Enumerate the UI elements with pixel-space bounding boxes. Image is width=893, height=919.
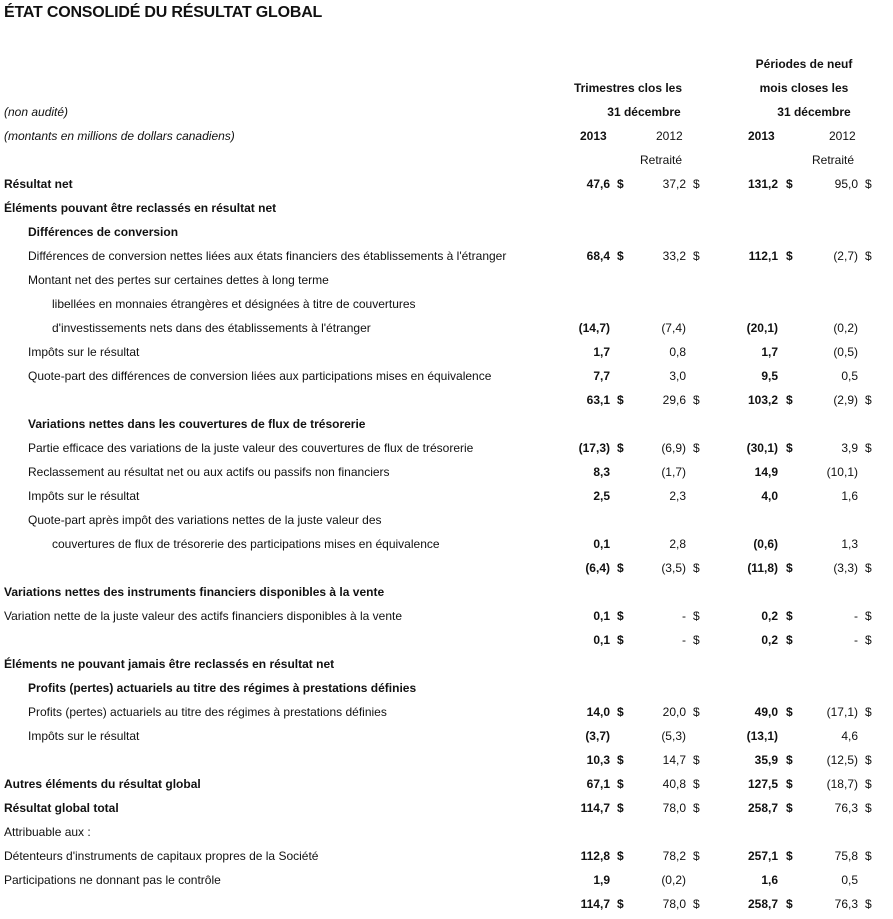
- currency-symbol: $: [617, 561, 624, 575]
- table-row: [0, 460, 893, 484]
- table-row: [0, 484, 893, 508]
- row-value-col-1: 67,1: [586, 777, 610, 791]
- table-row: [0, 412, 893, 436]
- row-value-col-2: (6,9): [661, 441, 686, 455]
- currency-symbol: $: [693, 801, 700, 815]
- currency-symbol: $: [786, 801, 793, 815]
- row-value-col-4: (0,2): [833, 321, 858, 335]
- row-value-col-1: 7,7: [593, 369, 610, 383]
- row-value-col-3: 9,5: [761, 369, 778, 383]
- row-value-col-1: 0,1: [593, 537, 610, 551]
- row-value-col-4: 1,6: [841, 489, 858, 503]
- table-row: [0, 820, 893, 844]
- row-value-col-1: 8,3: [593, 465, 610, 479]
- currency-symbol: $: [865, 753, 872, 767]
- row-value-col-4: (12,5): [826, 753, 858, 767]
- table-row: [0, 364, 893, 388]
- currency-symbol: $: [865, 777, 872, 791]
- table-row: [0, 580, 893, 604]
- row-value-col-1: (14,7): [578, 321, 610, 335]
- currency-symbol: $: [617, 633, 624, 647]
- page-title: ÉTAT CONSOLIDÉ DU RÉSULTAT GLOBAL: [4, 4, 323, 21]
- row-label: Résultat global total: [4, 801, 119, 815]
- row-label: Variations nettes des instruments financiers disponibles à la vente: [4, 585, 385, 599]
- currency-symbol: $: [693, 561, 700, 575]
- statement-table: [0, 172, 893, 916]
- row-label: Impôts sur le résultat: [28, 729, 140, 743]
- row-value-col-1: (3,7): [585, 729, 610, 743]
- row-value-col-4: (17,1): [826, 705, 858, 719]
- currency-symbol: $: [786, 705, 793, 719]
- currency-symbol: $: [865, 249, 872, 263]
- row-label: Quote-part après impôt des variations nettes de la juste valeur des: [28, 513, 382, 527]
- row-value-col-3: 257,1: [747, 849, 778, 863]
- row-value-col-1: 0,1: [593, 609, 610, 623]
- row-value-col-2: 40,8: [662, 777, 686, 791]
- row-label: Profits (pertes) actuariels au titre des régimes à prestations définies: [28, 681, 417, 695]
- row-value-col-4: 75,8: [834, 849, 858, 863]
- currency-symbol: $: [617, 441, 624, 455]
- row-value-col-2: -: [682, 609, 686, 623]
- currency-symbol: $: [786, 249, 793, 263]
- row-value-col-2: 0,8: [669, 345, 686, 359]
- row-value-col-1: 1,9: [593, 873, 610, 887]
- header-quarter-line-2: 31 décembre: [607, 105, 681, 119]
- row-value-col-4: 1,3: [841, 537, 858, 551]
- table-row: [0, 388, 893, 412]
- row-value-col-3: 103,2: [747, 393, 778, 407]
- currency-symbol: $: [617, 609, 624, 623]
- currency-symbol: $: [786, 849, 793, 863]
- row-value-col-2: 2,3: [669, 489, 686, 503]
- row-label: Variation nette de la juste valeur des actifs financiers disponibles à la vente: [4, 609, 403, 623]
- row-label: Différences de conversion nettes liées aux états financiers des établissements à l'étranger: [28, 249, 507, 263]
- table-row: [0, 316, 893, 340]
- table-row: [0, 244, 893, 268]
- table-row: [0, 340, 893, 364]
- row-value-col-2: 3,0: [669, 369, 686, 383]
- row-label: Détenteurs d'instruments de capitaux propres de la Société: [4, 849, 319, 863]
- currency-symbol: $: [693, 249, 700, 263]
- row-value-col-3: 127,5: [747, 777, 778, 791]
- table-row: [0, 196, 893, 220]
- row-value-col-2: -: [682, 633, 686, 647]
- row-value-col-4: 76,3: [834, 897, 858, 911]
- row-value-col-3: (11,8): [747, 561, 778, 575]
- row-value-col-4: 76,3: [834, 801, 858, 815]
- header-ninemonths-line-2: mois closes les: [759, 81, 849, 95]
- row-value-col-4: (3,3): [833, 561, 858, 575]
- row-label: Reclassement au résultat net ou aux actifs ou passifs non financiers: [28, 465, 390, 479]
- table-row: [0, 748, 893, 772]
- row-label: Résultat net: [4, 177, 73, 191]
- row-value-col-1: (6,4): [585, 561, 610, 575]
- row-value-col-3: 35,9: [754, 753, 778, 767]
- row-value-col-1: 112,8: [580, 849, 610, 863]
- row-value-col-1: 1,7: [593, 345, 610, 359]
- row-label: Éléments ne pouvant jamais être reclassés en résultat net: [4, 657, 335, 671]
- currency-symbol: $: [786, 561, 793, 575]
- row-label: Attribuable aux :: [4, 825, 91, 839]
- currency-symbol: $: [865, 705, 872, 719]
- currency-symbol: $: [693, 441, 700, 455]
- row-value-col-1: 2,5: [593, 489, 610, 503]
- row-value-col-2: 78,0: [662, 801, 686, 815]
- currency-symbol: $: [693, 849, 700, 863]
- currency-symbol: $: [865, 177, 872, 191]
- note-units: (montants en millions de dollars canadiens): [4, 129, 235, 143]
- currency-symbol: $: [693, 393, 700, 407]
- table-row: [0, 652, 893, 676]
- row-value-col-3: 258,7: [747, 897, 778, 911]
- currency-symbol: $: [693, 705, 700, 719]
- row-value-col-3: 4,0: [761, 489, 778, 503]
- currency-symbol: $: [617, 249, 624, 263]
- row-value-col-4: 3,9: [841, 441, 858, 455]
- year-2012-quarter: 2012: [656, 129, 683, 143]
- row-label: Profits (pertes) actuariels au titre des régimes à prestations définies: [28, 705, 387, 719]
- row-value-col-3: (30,1): [746, 441, 778, 455]
- row-value-col-3: (13,1): [746, 729, 778, 743]
- row-value-col-4: -: [854, 609, 858, 623]
- table-row: [0, 604, 893, 628]
- row-label: Participations ne donnant pas le contrôle: [4, 873, 221, 887]
- currency-symbol: $: [865, 633, 872, 647]
- row-value-col-1: 47,6: [586, 177, 610, 191]
- table-row: [0, 556, 893, 580]
- row-value-col-2: 20,0: [662, 705, 686, 719]
- currency-symbol: $: [865, 801, 872, 815]
- table-row: [0, 628, 893, 652]
- row-value-col-3: (20,1): [746, 321, 778, 335]
- currency-symbol: $: [617, 705, 624, 719]
- table-row: [0, 676, 893, 700]
- row-value-col-1: 114,7: [580, 897, 610, 911]
- currency-symbol: $: [786, 897, 793, 911]
- table-row: [0, 508, 893, 532]
- row-label: Montant net des pertes sur certaines dettes à long terme: [28, 273, 329, 287]
- row-value-col-1: 14,0: [586, 705, 610, 719]
- currency-symbol: $: [693, 897, 700, 911]
- row-value-col-1: 114,7: [580, 801, 610, 815]
- year-2013-ninemonths: 2013: [748, 129, 775, 143]
- row-value-col-4: (18,7): [826, 777, 858, 791]
- row-label: d'investissements nets dans des établissements à l'étranger: [52, 321, 371, 335]
- row-label: Éléments pouvant être reclassés en résultat net: [4, 201, 277, 215]
- table-row: [0, 796, 893, 820]
- row-value-col-3: (0,6): [753, 537, 778, 551]
- currency-symbol: $: [786, 753, 793, 767]
- currency-symbol: $: [617, 801, 624, 815]
- currency-symbol: $: [786, 777, 793, 791]
- row-value-col-3: 1,7: [761, 345, 778, 359]
- row-value-col-4: 0,5: [841, 369, 858, 383]
- note-unaudited: (non audité): [4, 105, 69, 119]
- row-label: Impôts sur le résultat: [28, 489, 140, 503]
- currency-symbol: $: [865, 393, 872, 407]
- currency-symbol: $: [693, 777, 700, 791]
- currency-symbol: $: [617, 393, 624, 407]
- currency-symbol: $: [617, 777, 624, 791]
- currency-symbol: $: [617, 177, 624, 191]
- row-value-col-4: (0,5): [833, 345, 858, 359]
- row-value-col-2: 2,8: [669, 537, 686, 551]
- row-value-col-1: (17,3): [578, 441, 610, 455]
- row-value-col-3: 49,0: [754, 705, 778, 719]
- table-row: [0, 844, 893, 868]
- header-ninemonths-line-3: 31 décembre: [777, 105, 851, 119]
- row-value-col-3: 131,2: [747, 177, 778, 191]
- table-row: [0, 436, 893, 460]
- row-value-col-2: (3,5): [661, 561, 686, 575]
- row-value-col-4: -: [854, 633, 858, 647]
- currency-symbol: $: [865, 849, 872, 863]
- currency-symbol: $: [786, 609, 793, 623]
- row-value-col-2: 33,2: [662, 249, 686, 263]
- header-ninemonths-line-1: Périodes de neuf: [755, 57, 853, 71]
- table-row: [0, 724, 893, 748]
- restated-ninemonths: Retraité: [812, 153, 855, 167]
- row-value-col-2: 78,2: [662, 849, 686, 863]
- row-label: Différences de conversion: [28, 225, 179, 239]
- row-value-col-1: 63,1: [586, 393, 610, 407]
- restated-quarter: Retraité: [640, 153, 683, 167]
- row-value-col-3: 112,1: [748, 249, 778, 263]
- table-row: [0, 292, 893, 316]
- row-value-col-4: 0,5: [841, 873, 858, 887]
- row-value-col-3: 14,9: [754, 465, 778, 479]
- currency-symbol: $: [786, 441, 793, 455]
- row-value-col-4: 4,6: [841, 729, 858, 743]
- row-value-col-4: 95,0: [834, 177, 858, 191]
- table-row: [0, 700, 893, 724]
- row-value-col-1: 68,4: [586, 249, 610, 263]
- row-value-col-2: (5,3): [661, 729, 686, 743]
- row-label: Autres éléments du résultat global: [4, 777, 201, 791]
- year-2013-quarter: 2013: [580, 129, 607, 143]
- table-row: [0, 772, 893, 796]
- row-value-col-1: 0,1: [593, 633, 610, 647]
- currency-symbol: $: [786, 633, 793, 647]
- currency-symbol: $: [865, 561, 872, 575]
- row-value-col-2: 37,2: [662, 177, 686, 191]
- row-value-col-3: 1,6: [761, 873, 778, 887]
- currency-symbol: $: [786, 393, 793, 407]
- currency-symbol: $: [693, 609, 700, 623]
- row-label: couvertures de flux de trésorerie des participations mises en équivalence: [52, 537, 440, 551]
- currency-symbol: $: [617, 897, 624, 911]
- row-value-col-2: (1,7): [661, 465, 686, 479]
- currency-symbol: $: [693, 633, 700, 647]
- row-value-col-2: 29,6: [662, 393, 686, 407]
- table-row: [0, 868, 893, 892]
- row-label: Quote-part des différences de conversion liées aux participations mises en équivalence: [28, 369, 492, 383]
- row-label: libellées en monnaies étrangères et désignées à titre de couvertures: [52, 297, 416, 311]
- table-row: [0, 220, 893, 244]
- row-label: Partie efficace des variations de la juste valeur des couvertures de flux de trésorerie: [28, 441, 474, 455]
- row-label: Variations nettes dans les couvertures de flux de trésorerie: [28, 417, 366, 431]
- row-value-col-2: 14,7: [662, 753, 686, 767]
- header-quarter-line-1: Trimestres clos les: [573, 81, 683, 95]
- currency-symbol: $: [617, 849, 624, 863]
- row-value-col-2: 78,0: [662, 897, 686, 911]
- table-row: [0, 268, 893, 292]
- table-row: [0, 892, 893, 916]
- row-value-col-4: (10,1): [826, 465, 858, 479]
- currency-symbol: $: [865, 897, 872, 911]
- currency-symbol: $: [865, 441, 872, 455]
- row-value-col-2: (0,2): [661, 873, 686, 887]
- table-row: [0, 532, 893, 556]
- row-value-col-4: (2,9): [833, 393, 858, 407]
- row-value-col-4: (2,7): [833, 249, 858, 263]
- row-value-col-1: 10,3: [586, 753, 610, 767]
- row-value-col-3: 258,7: [747, 801, 778, 815]
- row-value-col-3: 0,2: [761, 609, 778, 623]
- currency-symbol: $: [786, 177, 793, 191]
- currency-symbol: $: [693, 177, 700, 191]
- row-label: Impôts sur le résultat: [28, 345, 140, 359]
- currency-symbol: $: [693, 753, 700, 767]
- row-value-col-2: (7,4): [661, 321, 686, 335]
- year-2012-ninemonths: 2012: [829, 129, 856, 143]
- currency-symbol: $: [865, 609, 872, 623]
- currency-symbol: $: [617, 753, 624, 767]
- row-value-col-3: 0,2: [761, 633, 778, 647]
- table-row: [0, 172, 893, 196]
